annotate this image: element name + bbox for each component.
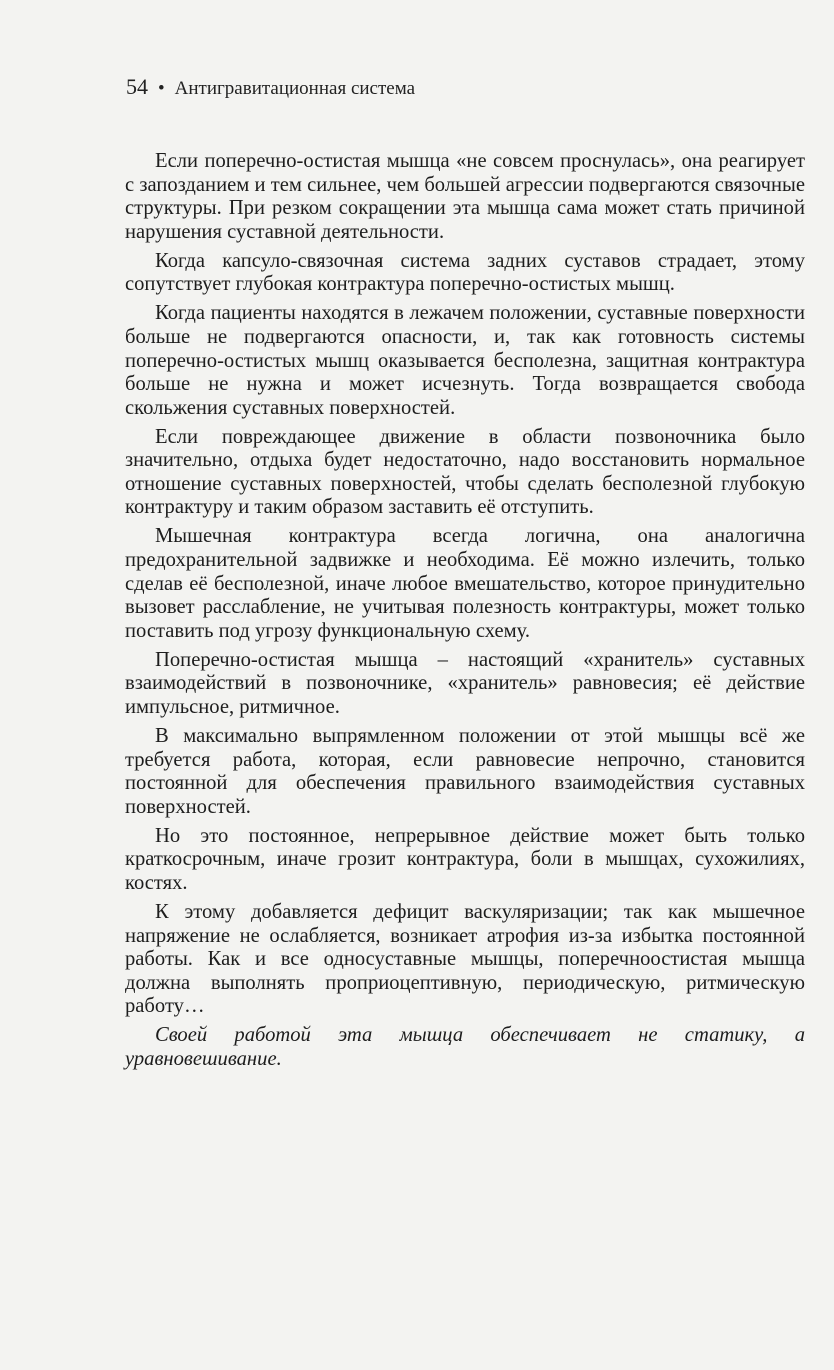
paragraph: Мышечная контрактура всегда логична, она аналогична предохранительной задвижке и необходима. Её можно излечить, только сделав её бесполезной, иначе любое вмешательство, которое принудительно вызовет расслабление, не учитывая полезность контрактуры, может только поставить под угрозу функциональную схему. [125,525,805,642]
paragraph: Когда пациенты находятся в лежачем положении, суставные поверхности больше не подвергаются опасности, и, так как готовность системы поперечно-остистых мышц оказывается бесполезна, защитная контрактура больше не нужна и может исчезнуть. Тогда возвращается свобода скольжения суставных поверхностей. [125,302,805,419]
closing-paragraph-italic: Своей работой эта мышца обеспечивает не статику, а уравновешивание. [125,1024,805,1070]
paragraph: К этому добавляется дефицит васкуляризации; так как мышечное напряжение не ослабляется, возникает атрофия из-за избытка постоянной работы. Как и все односуставные мышцы, поперечноостистая мышца должна выполнять проприоцептивную, периодическую, ритмическую работу… [125,900,805,1018]
header-separator: • [158,78,165,99]
paragraph: В максимально выпрямленном положении от этой мышцы всё же требуется работа, которая, если равновесие непрочно, становится постоянной для обеспечения правильного взаимодействия суставных поверхностей. [125,725,805,818]
running-header [126,74,415,100]
paragraph: Если повреждающее движение в области позвоночника было значительно, отдыха будет недостаточно, надо восстановить нормальное отношение суставных поверхностей, чтобы сделать бесполезной глубокую контрактуру и таким образом заставить её отступить. [125,425,805,519]
paragraph: Когда капсуло-связочная система задних суставов страдает, этому сопутствует глубокая контрактура поперечно-остистых мышц. [125,249,805,296]
body-text [125,150,805,1077]
paragraph: Но это постоянное, непрерывное действие может быть только краткосрочным, иначе грозит контрактура, боли в мышцах, сухожилиях, костях. [125,824,805,894]
paragraph: Если поперечно-остистая мышца «не совсем проснулась», она реагирует с запозданием и тем сильнее, чем большей агрессии подвергаются связочные структуры. При резком сокращении эта мышца сама может стать причиной нарушения суставной деятельности. [125,150,805,243]
running-title: Антигравитационная система [174,78,416,99]
paragraph: Поперечно-остистая мышца – настоящий «хранитель» суставных взаимодействий в позвоночнике, «хранитель» равновесия; её действие импульсное, ритмичное. [125,648,805,719]
page-number: 54 [126,74,148,99]
